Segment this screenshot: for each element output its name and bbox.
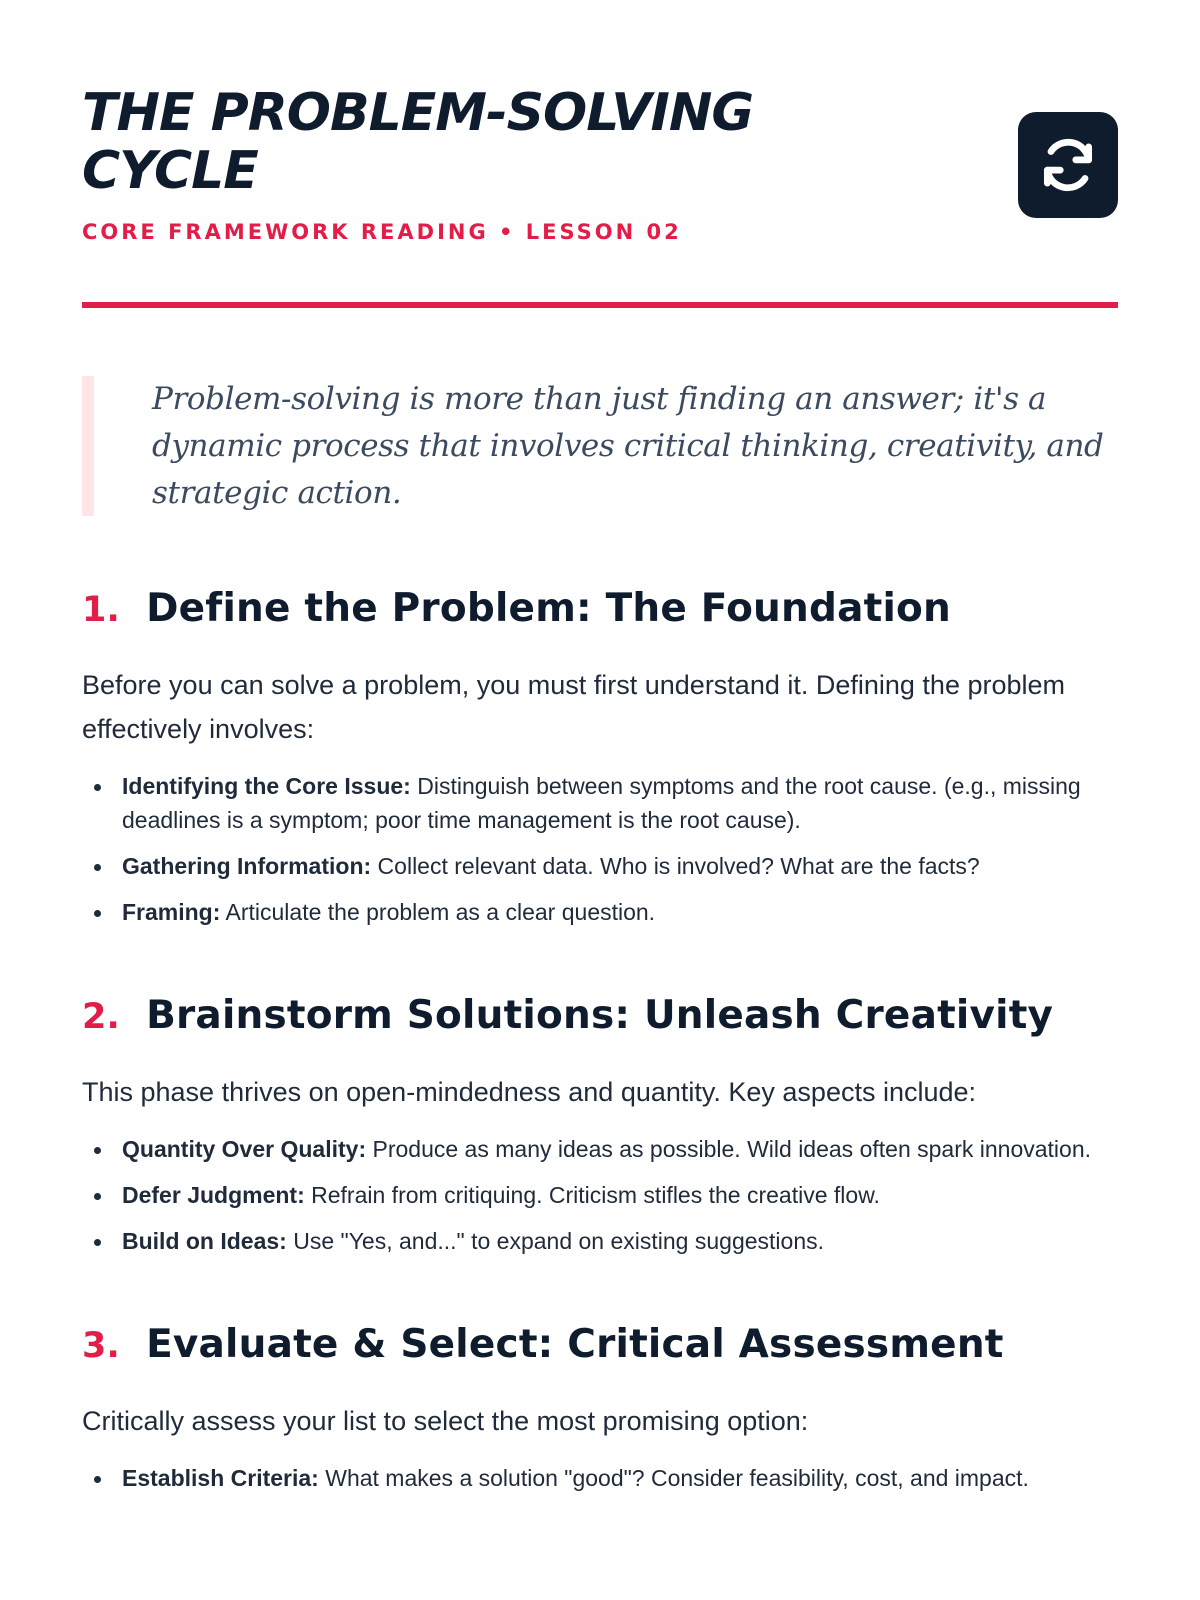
header — [82, 0, 1118, 306]
section-intro: Before you can solve a problem, you must first understand it. Defining the problem effectively involves: — [82, 670, 1066, 744]
list-item-text: Produce as many ideas as possible. Wild ideas often spark innovation. — [366, 1136, 1092, 1162]
section-brainstorm — [82, 993, 1118, 1258]
section-define-problem — [82, 586, 1118, 929]
quote-text: Problem-solving is more than just finding an answer; it's a dynamic process that involves critical thinking, creativity, and strategic action. — [152, 380, 1104, 511]
list-item — [82, 895, 1118, 929]
list-item — [82, 849, 1118, 883]
page-subtitle: CORE FRAMEWORK READING • LESSON 02 — [82, 220, 682, 244]
list-item-term: Identifying the Core Issue: — [122, 773, 411, 799]
list-item-term: Framing: — [122, 899, 221, 925]
list-item-term: Gathering Information: — [122, 853, 372, 879]
section-intro: Critically assess your list to select the most promising option: — [82, 1406, 809, 1436]
section-intro: This phase thrives on open-mindedness and quantity. Key aspects include: — [82, 1077, 977, 1107]
list-item-term: Quantity Over Quality: — [122, 1136, 367, 1162]
section-number: 1. — [82, 590, 121, 630]
list-item — [82, 1132, 1118, 1166]
list-item-text: Articulate the problem as a clear question. — [220, 899, 656, 925]
section-title: Evaluate & Select: Critical Assessment — [146, 1322, 1004, 1367]
section-heading — [82, 993, 1118, 1038]
header-divider — [82, 302, 1118, 308]
list-item — [82, 1461, 1118, 1495]
section-heading — [82, 586, 1118, 631]
section-number: 2. — [82, 997, 121, 1037]
list-item-text: Refrain from critiquing. Criticism stifles the creative flow. — [304, 1182, 880, 1208]
section-heading — [82, 1322, 1118, 1367]
page-title: THE PROBLEM-SOLVING CYCLE — [82, 83, 754, 201]
bullet-list — [82, 1132, 1118, 1258]
list-item — [82, 769, 1118, 837]
section-title: Define the Problem: The Foundation — [146, 586, 951, 631]
list-item-term: Build on Ideas: — [122, 1228, 287, 1254]
list-item-text: What makes a solution "good"? Consider feasibility, cost, and impact. — [318, 1465, 1029, 1491]
bullet-list — [82, 1461, 1118, 1495]
list-item — [82, 1178, 1118, 1212]
section-number: 3. — [82, 1326, 121, 1366]
section-title: Brainstorm Solutions: Unleash Creativity — [146, 993, 1054, 1038]
intro-blockquote — [82, 376, 1118, 516]
list-item-text: Collect relevant data. Who is involved? What are the facts? — [371, 853, 980, 879]
list-item-text: Distinguish between symptoms and the root cause. (e.g., missing deadlines is a symptom; poor time management is the root cause). — [122, 773, 1081, 833]
list-item-text: Use "Yes, and..." to expand on existing suggestions. — [286, 1228, 824, 1254]
list-item-term: Establish Criteria: — [122, 1465, 319, 1491]
refresh-cycle-icon — [1018, 112, 1118, 218]
list-item — [82, 1224, 1118, 1258]
bullet-list — [82, 769, 1118, 929]
section-evaluate — [82, 1322, 1118, 1495]
list-item-term: Defer Judgment: — [122, 1182, 305, 1208]
